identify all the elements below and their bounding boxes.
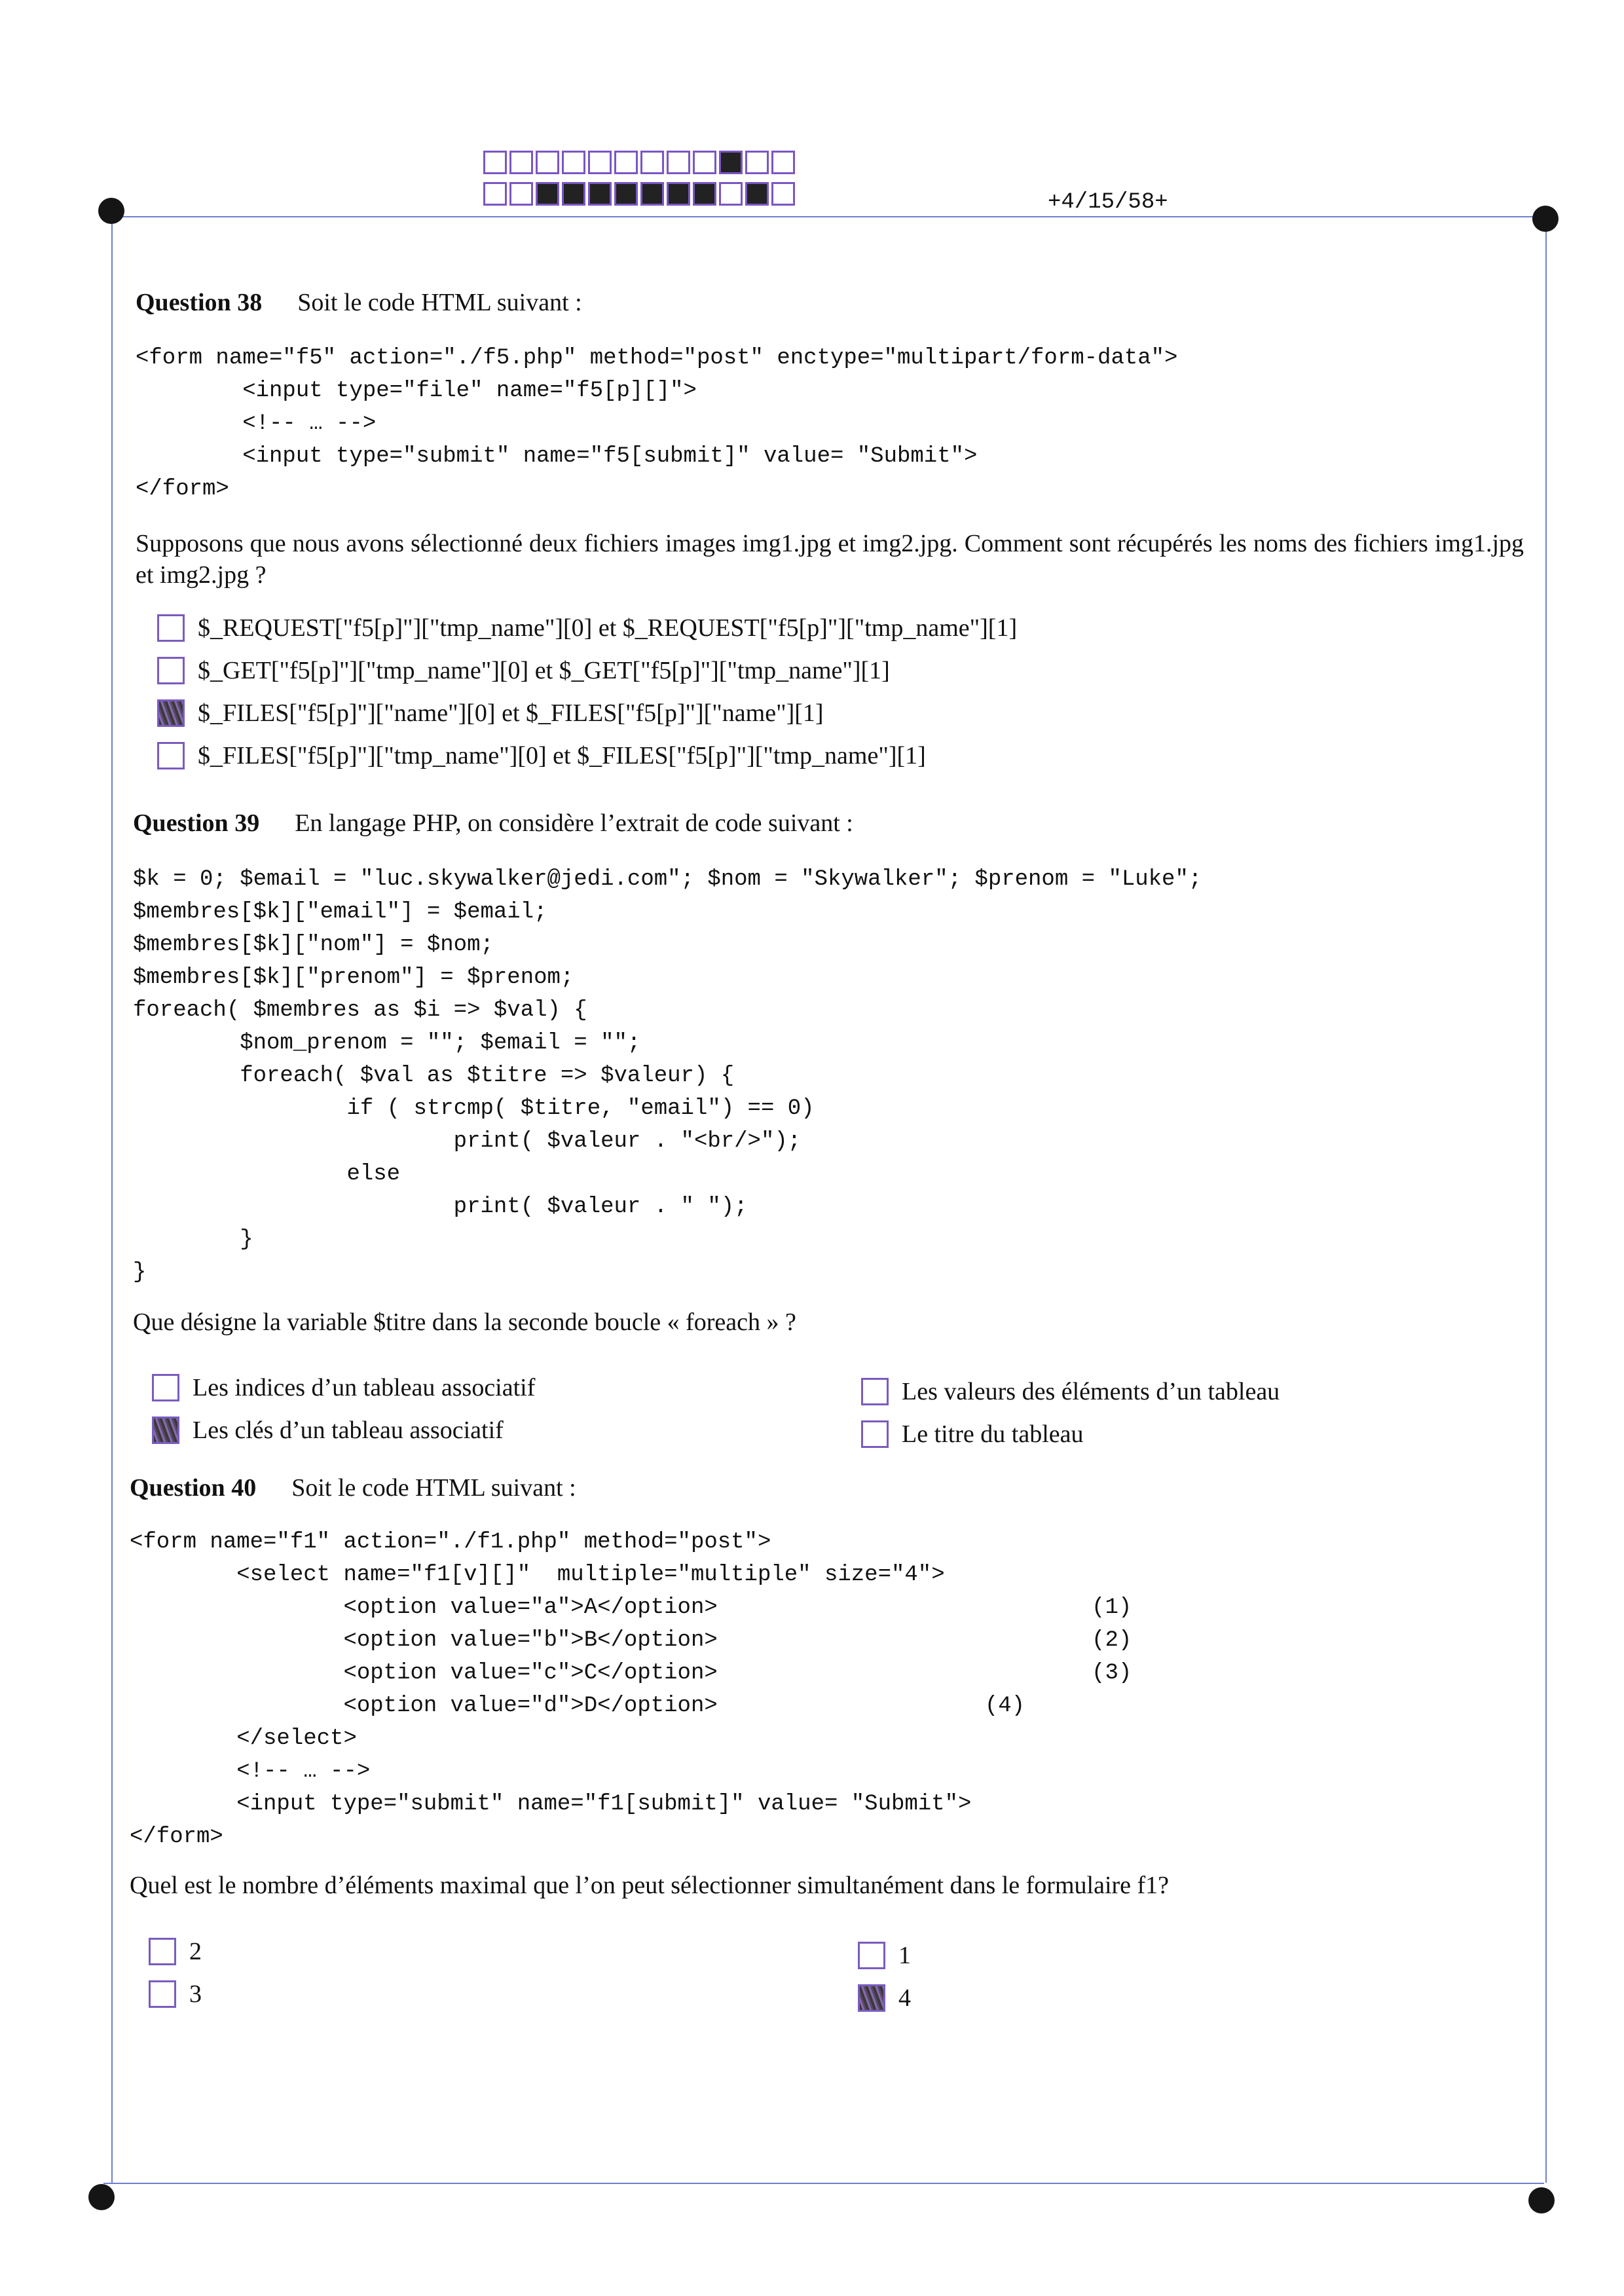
question-38-heading bbox=[136, 288, 582, 317]
corner-mark-top-right bbox=[1532, 206, 1559, 232]
question-40-option-1[interactable] bbox=[149, 1937, 202, 1966]
question-39-number: Question 39 bbox=[133, 809, 260, 837]
option-label: Les clés d’un tableau associatif bbox=[193, 1416, 504, 1444]
id-box-filled bbox=[614, 182, 638, 206]
question-40-option-2[interactable] bbox=[149, 1980, 202, 2009]
corner-mark-top-left bbox=[98, 198, 124, 224]
id-box-empty bbox=[693, 151, 716, 174]
option-label: 1 bbox=[898, 1942, 911, 1969]
frame-right-line bbox=[1545, 216, 1547, 2183]
checkbox[interactable] bbox=[149, 1938, 176, 1965]
id-box-empty bbox=[667, 151, 690, 174]
option-label: Les indices d’un tableau associatif bbox=[193, 1374, 536, 1401]
question-40-code: <form name="f1" action="./f1.php" method="post"> <select name="f1[v][]" multiple="multiple" size="4"> <option value="a">A</option> (1) <option value="b">B</option> (2) <option value="c">C</option> (3) <option value="d">D</option> (4) </select> <!-- … --> <input type="submit" name="f1[submit]" value= "Submit"> </form> bbox=[130, 1530, 1132, 1849]
id-box-empty bbox=[640, 151, 664, 174]
option-label: $_GET["f5[p]"]["tmp_name"][0] et $_GET["f5[p]"]["tmp_name"][1] bbox=[198, 657, 890, 684]
question-39-heading bbox=[133, 809, 853, 838]
id-box-filled bbox=[693, 182, 716, 206]
question-38-option-2[interactable] bbox=[157, 656, 890, 685]
option-label: 3 bbox=[189, 1980, 202, 2008]
option-label: 2 bbox=[189, 1938, 202, 1965]
question-38-number: Question 38 bbox=[136, 289, 263, 316]
id-box-empty bbox=[614, 151, 638, 174]
checkbox-checked[interactable] bbox=[858, 1984, 885, 2012]
question-40-option-3[interactable] bbox=[858, 1941, 911, 1970]
question-38-text: Supposons que nous avons sélectionné deux fichiers images img1.jpg et img2.jpg. Comment sont récupérés les noms des fichiers img1.jpg et img2.jpg ? bbox=[136, 530, 1524, 589]
checkbox-checked[interactable] bbox=[152, 1416, 179, 1444]
question-40-intro: Soit le code HTML suivant : bbox=[291, 1474, 576, 1502]
id-box-filled bbox=[640, 182, 664, 206]
id-box-empty bbox=[562, 151, 585, 174]
id-box-filled bbox=[562, 182, 585, 206]
frame-left-line bbox=[111, 216, 113, 2183]
question-39-option-3[interactable] bbox=[861, 1377, 1280, 1406]
id-box-empty bbox=[509, 151, 533, 174]
question-40-option-4[interactable] bbox=[858, 1984, 911, 2012]
option-label: Les valeurs des éléments d’un tableau bbox=[902, 1378, 1280, 1405]
option-label: Le titre du tableau bbox=[902, 1420, 1084, 1448]
page-code: +4/15/58+ bbox=[1048, 190, 1168, 215]
id-box-filled bbox=[745, 182, 769, 206]
question-39-option-4[interactable] bbox=[861, 1420, 1084, 1449]
checkbox[interactable] bbox=[152, 1374, 179, 1401]
id-box-empty bbox=[483, 151, 507, 174]
checkbox[interactable] bbox=[157, 614, 185, 642]
question-38-option-1[interactable] bbox=[157, 614, 1017, 642]
id-box-row-2 bbox=[483, 182, 798, 206]
checkbox[interactable] bbox=[157, 657, 185, 684]
question-39-option-1[interactable] bbox=[152, 1373, 535, 1402]
option-label: $_REQUEST["f5[p]"]["tmp_name"][0] et $_REQUEST["f5[p]"]["tmp_name"][1] bbox=[198, 614, 1018, 642]
frame-top-line bbox=[111, 216, 1545, 217]
id-box-empty bbox=[771, 182, 795, 206]
checkbox[interactable] bbox=[149, 1980, 176, 2008]
checkbox[interactable] bbox=[858, 1942, 885, 1969]
corner-mark-bottom-left bbox=[88, 2184, 115, 2210]
id-box-row-1 bbox=[483, 151, 798, 174]
question-38-intro: Soit le code HTML suivant : bbox=[297, 289, 582, 316]
question-38-option-4[interactable] bbox=[157, 741, 926, 770]
question-38-option-3[interactable] bbox=[157, 699, 824, 728]
question-39-intro: En langage PHP, on considère l’extrait de code suivant : bbox=[295, 809, 853, 837]
id-box-filled bbox=[588, 182, 612, 206]
id-box-empty bbox=[719, 182, 743, 206]
frame-bottom-line bbox=[103, 2183, 1544, 2184]
question-39-code: $k = 0; $email = "luc.skywalker@jedi.com"; $nom = "Skywalker"; $prenom = "Luke"; $membres[$k]["email"] = $email; $membres[$k]["nom"] = $nom; $membres[$k]["prenom"] = $prenom; foreach( $membres as $i => $val) { $nom_prenom = ""; $email = ""; foreach( $val as $titre => $valeur) { if ( strcmp( $titre, "email") == 0) print( $valeur . "<br/>"); else print( $valeur . " "); } } bbox=[133, 867, 1202, 1285]
checkbox[interactable] bbox=[861, 1420, 889, 1448]
question-39-text: Que désigne la variable $titre dans la seconde boucle « foreach » ? bbox=[133, 1308, 796, 1336]
id-box-filled bbox=[719, 151, 743, 174]
option-label: $_FILES["f5[p]"]["name"][0] et $_FILES["f5[p]"]["name"][1] bbox=[198, 699, 824, 727]
id-box-empty bbox=[771, 151, 795, 174]
option-label: $_FILES["f5[p]"]["tmp_name"][0] et $_FILES["f5[p]"]["tmp_name"][1] bbox=[198, 742, 926, 769]
id-box-empty bbox=[536, 151, 559, 174]
id-box-filled bbox=[667, 182, 690, 206]
question-40-text: Quel est le nombre d’éléments maximal que l’on peut sélectionner simultanément dans le formulaire f1? bbox=[130, 1872, 1170, 1899]
question-40-heading bbox=[130, 1473, 576, 1502]
id-box-empty bbox=[509, 182, 533, 206]
id-box-filled bbox=[536, 182, 559, 206]
question-40-number: Question 40 bbox=[130, 1474, 257, 1502]
option-label: 4 bbox=[898, 1984, 911, 2012]
question-39-option-2[interactable] bbox=[152, 1416, 504, 1445]
checkbox[interactable] bbox=[861, 1378, 889, 1405]
corner-mark-bottom-right bbox=[1528, 2187, 1555, 2213]
id-box-empty bbox=[745, 151, 769, 174]
id-box-empty bbox=[588, 151, 612, 174]
question-38-code: <form name="f5" action="./f5.php" method="post" enctype="multipart/form-data"> <input type="file" name="f5[p][]"> <!-- … --> <input type="submit" name="f5[submit]" value= "Submit"> </form> bbox=[136, 346, 1178, 502]
id-box-empty bbox=[483, 182, 507, 206]
checkbox[interactable] bbox=[157, 742, 185, 769]
checkbox-checked[interactable] bbox=[157, 699, 185, 727]
